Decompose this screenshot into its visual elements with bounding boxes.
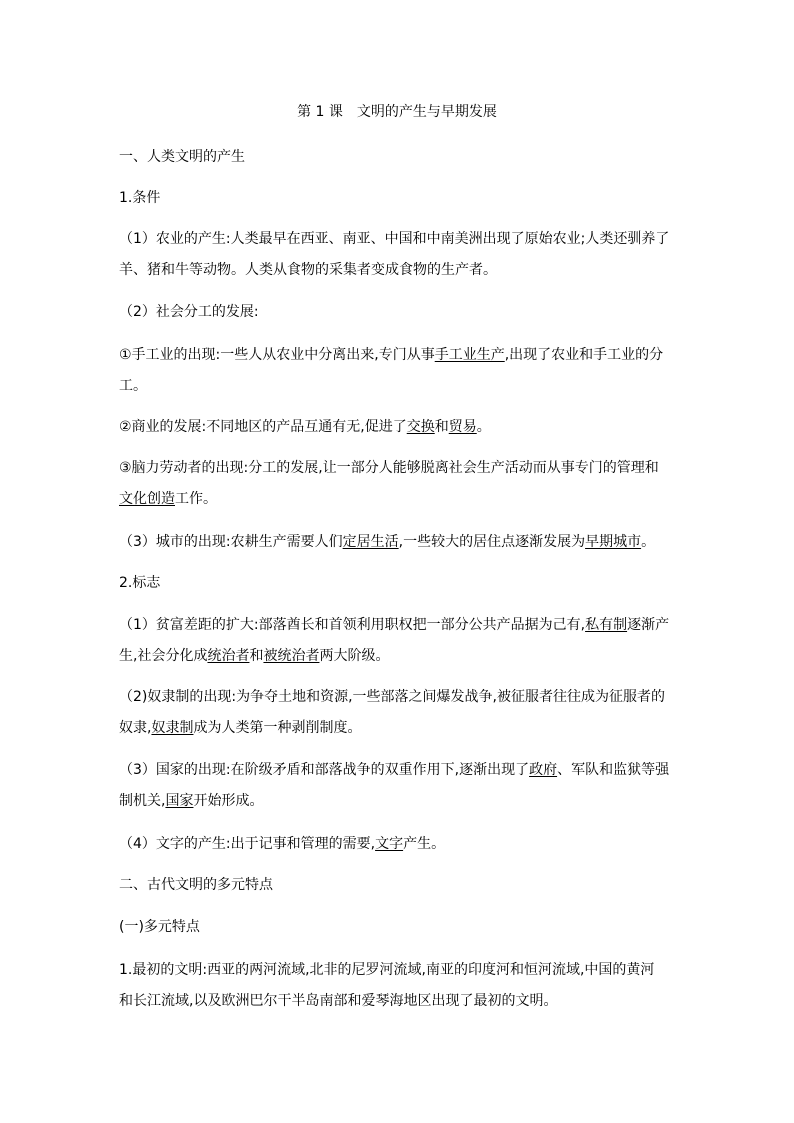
text-run: 、军队和监狱等强 — [557, 762, 670, 778]
term-slavery: 奴隶制 — [151, 720, 194, 736]
paragraph-handicraft-line-1 — [119, 338, 679, 372]
text-run: ①手工业的出现:一些人从农业中分离出来,专门从事 — [119, 347, 435, 363]
lesson-title: 第 1 课 文明的产生与早期发展 — [297, 104, 497, 120]
text-run: （4）文字的产生:出于记事和管理的需要, — [119, 836, 376, 852]
section-heading-2: 二、古代文明的多元特点 — [119, 877, 273, 893]
text-run: 逐渐产 — [627, 617, 670, 633]
term-exchange: 交换 — [406, 419, 435, 435]
text-run: 。 — [641, 534, 656, 550]
text-run: 生,社会分化成 — [119, 648, 208, 664]
text-run: ②商业的发展:不同地区的产品互通有无,促进了 — [119, 419, 407, 435]
term-settled-life: 定居生活 — [342, 534, 399, 550]
paragraph-division-of-labor: （2）社会分工的发展: — [119, 304, 259, 320]
text-run: 和 — [434, 419, 449, 435]
text-run: ,出现了农业和手工业的分 — [504, 347, 664, 363]
text-run: 奴隶, — [119, 720, 152, 736]
subheading-signs: 2.标志 — [119, 575, 161, 591]
paragraph-state-line-2 — [119, 784, 679, 818]
paragraph-mental-labor-line-2 — [119, 482, 679, 516]
paragraph-wealth-gap-line-2 — [119, 639, 679, 673]
text-run: （3）国家的出现:在阶级矛盾和部落战争的双重作用下,逐渐出现了 — [119, 762, 530, 778]
text-run: 成为人类第一种剥削制度。 — [193, 720, 362, 736]
text-run: 两大阶级。 — [319, 648, 390, 664]
paragraph-mental-labor-line-1: ③脑力劳动者的出现:分工的发展,让一部分人能够脱离社会生产活动而从事专门的管理和 — [119, 460, 659, 476]
text-run: 和 — [249, 648, 264, 664]
paragraph-commerce — [119, 410, 679, 444]
paragraph-slavery-line-1: （2)奴隶制的出现:为争夺土地和资源,一些部落之间爆发战争,被征服者往往成为征服者的 — [119, 689, 665, 705]
text-run: （1）贫富差距的扩大:部落酋长和首领利用职权把一部分公共产品据为己有, — [119, 617, 586, 633]
text-run: 工作。 — [175, 491, 217, 507]
paragraph-earliest-civilizations-line-1: 1.最初的文明:西亚的两河流域,北非的尼罗河流域,南亚的印度河和恒河流域,中国的黄河 — [119, 962, 655, 978]
term-cultural-creation: 文化创造 — [119, 491, 175, 507]
subheading-conditions: 1.条件 — [119, 190, 161, 206]
text-run: 制机关, — [119, 793, 166, 809]
term-writing: 文字 — [375, 836, 404, 852]
paragraph-slavery-line-2 — [119, 711, 679, 745]
subheading-diversity: (一)多元特点 — [119, 919, 200, 935]
term-trade: 贸易 — [448, 419, 477, 435]
paragraph-agriculture-line-1: （1）农业的产生:人类最早在西亚、南亚、中国和中南美洲出现了原始农业;人类还驯养了 — [119, 231, 670, 247]
text-run: （3）城市的出现:农耕生产需要人们 — [119, 534, 343, 550]
term-ruled: 被统治者 — [263, 648, 320, 664]
term-state: 国家 — [165, 793, 194, 809]
paragraph-writing — [119, 827, 679, 861]
paragraph-handicraft-line-2: 工。 — [119, 378, 147, 394]
paragraph-city — [119, 525, 679, 559]
paragraph-agriculture-line-2: 羊、猪和牛等动物。人类从食物的采集者变成食物的生产者。 — [119, 262, 497, 278]
term-early-cities: 早期城市 — [585, 534, 642, 550]
term-government: 政府 — [529, 762, 558, 778]
text-run: ,一些较大的居住点逐渐发展为 — [398, 534, 586, 550]
text-run: 产生。 — [403, 836, 446, 852]
paragraph-earliest-civilizations-line-2: 和长江流域,以及欧洲巴尔干半岛南部和爱琴海地区出现了最初的文明。 — [119, 993, 558, 1009]
term-rulers: 统治者 — [207, 648, 250, 664]
section-heading-1: 一、人类文明的产生 — [119, 149, 245, 165]
text-run: 开始形成。 — [193, 793, 264, 809]
paragraph-wealth-gap-line-1 — [119, 608, 679, 642]
text-run: 。 — [476, 419, 491, 435]
term-private-ownership: 私有制 — [585, 617, 628, 633]
paragraph-state-line-1 — [119, 753, 679, 787]
term-handicraft-production: 手工业生产 — [434, 347, 505, 363]
